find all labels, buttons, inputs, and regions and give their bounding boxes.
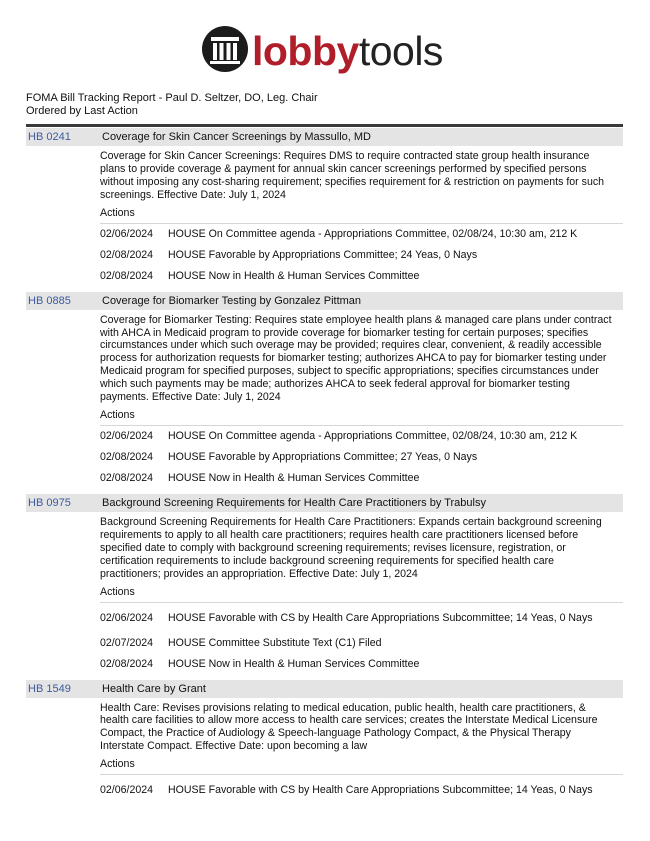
action-date: 02/06/2024 xyxy=(100,228,154,241)
report-header xyxy=(26,92,318,118)
bill-header xyxy=(26,680,623,698)
action-date: 02/08/2024 xyxy=(100,270,154,283)
bill-item xyxy=(26,128,623,292)
action-text: HOUSE On Committee agenda - Appropriations Committee, 02/08/24, 10:30 am, 212 K xyxy=(168,430,578,443)
action-row xyxy=(100,426,623,447)
bill-title: Coverage for Biomarker Testing by Gonzalez Pittman xyxy=(102,294,362,307)
action-date: 02/06/2024 xyxy=(100,611,154,624)
action-row xyxy=(100,603,623,633)
action-text: HOUSE Favorable with CS by Health Care Appropriations Subcommittee; 14 Yeas, 0 Nays xyxy=(168,784,593,797)
action-text: HOUSE Now in Health & Human Services Committee xyxy=(168,472,420,485)
bill-header xyxy=(26,494,623,512)
action-date: 02/08/2024 xyxy=(100,658,154,670)
bill-title: Health Care by Grant xyxy=(102,682,206,695)
bill-item xyxy=(26,494,623,680)
action-date: 02/06/2024 xyxy=(100,784,154,797)
actions-heading: Actions xyxy=(100,586,623,603)
actions-heading: Actions xyxy=(100,758,623,775)
logo-wordmark-lobby: lobby xyxy=(252,28,359,74)
action-date: 02/08/2024 xyxy=(100,249,154,262)
bill-body xyxy=(26,698,623,811)
bill-summary: Background Screening Requirements for Health Care Practitioners: Expands certain background screening requirements to apply to all health care practitioners; requires health care practitioners licensed before specified date to comply with background screening requirements; revises licensure, registration, or certification requirements to include background screening requirements for specified health care practitioners; provides an appropriation. Effective Date: July 1, 2024 xyxy=(100,515,602,580)
action-row xyxy=(100,447,623,468)
action-date: 02/06/2024 xyxy=(100,430,154,443)
action-text: HOUSE On Committee agenda - Appropriations Committee, 02/08/24, 10:30 am, 212 K xyxy=(168,228,578,241)
action-text: HOUSE Now in Health & Human Services Committee xyxy=(168,658,420,670)
action-row xyxy=(100,654,623,675)
action-text: HOUSE Favorable by Appropriations Committee; 24 Yeas, 0 Nays xyxy=(168,249,478,262)
bill-body xyxy=(26,146,623,292)
bill-header xyxy=(26,292,623,310)
bill-body xyxy=(26,310,623,494)
bill-id-link[interactable]: HB 0975 xyxy=(28,496,71,509)
bill-item xyxy=(26,292,623,494)
report-subtitle: Ordered by Last Action xyxy=(26,105,138,117)
bill-id-link[interactable]: HB 0885 xyxy=(28,294,71,307)
action-row xyxy=(100,245,623,266)
bill-summary: Coverage for Biomarker Testing: Requires state employee health plans & managed care plans under contract with AHCA in Medicaid program to provide coverage for biomarker testing for certain purposes; specifies circumstances under which such overage may be provided; requires clear, convenient, & readily accessible process for authorization requests for biomarker testing; authorizes AHCA to pay for biomarker testing under Medicaid program for specified purposes, subject to specific appropriations; specifies circumstances under which such payments may be made; authorizes AHCA to seek federal approval for biomarker testing payments. Effective Date: July 1, 2024 xyxy=(100,313,612,404)
capitol-columns-icon xyxy=(200,24,250,74)
action-text: HOUSE Favorable with CS by Health Care Appropriations Subcommittee; 14 Yeas, 0 Nays xyxy=(168,611,593,624)
lobbytools-logo xyxy=(200,24,460,86)
header-divider xyxy=(26,124,623,127)
bill-item xyxy=(26,680,623,811)
action-text: HOUSE Now in Health & Human Services Committee xyxy=(168,270,420,283)
action-date: 02/08/2024 xyxy=(100,451,154,464)
bill-title: Background Screening Requirements for Health Care Practitioners by Trabulsy xyxy=(102,496,486,509)
actions-heading: Actions xyxy=(100,409,623,426)
bill-id-link[interactable]: HB 1549 xyxy=(28,682,71,695)
bill-body xyxy=(26,512,623,680)
bill-title: Coverage for Skin Cancer Screenings by Massullo, MD xyxy=(102,131,372,143)
action-text: HOUSE Favorable by Appropriations Committee; 27 Yeas, 0 Nays xyxy=(168,451,478,464)
logo-wordmark-tools: tools xyxy=(358,28,443,74)
bill-summary: Coverage for Skin Cancer Screenings: Requires DMS to require contracted state group health insurance plans to provide coverage & payment for annual skin cancer screenings performed by specified persons without imposing any cost-sharing requirement; specifies requirement for & restriction on payments for such screenings. Effective Date: July 1, 2024 xyxy=(100,150,605,201)
report-title: FOMA Bill Tracking Report - Paul D. Seltzer, DO, Leg. Chair xyxy=(26,92,318,104)
bill-header xyxy=(26,128,623,146)
bill-id-link[interactable]: HB 0241 xyxy=(28,131,71,143)
action-row xyxy=(100,633,623,654)
action-date: 02/08/2024 xyxy=(100,472,154,485)
action-row xyxy=(100,266,623,287)
actions-heading: Actions xyxy=(100,207,623,224)
action-text: HOUSE Committee Substitute Text (C1) Filed xyxy=(168,637,382,649)
action-row xyxy=(100,468,623,489)
action-row xyxy=(100,775,623,805)
action-date: 02/07/2024 xyxy=(100,637,154,649)
logo-wordmark xyxy=(252,26,443,76)
bill-list xyxy=(26,128,623,810)
bill-summary: Health Care: Revises provisions relating to medical education, public health, health care practitioners, & health care facilities to allow more access to health care services; creates the Interstate Medical Licensure Compact, the Practice of Audiology & Speech-language Pathology Compact, & the Physical Therapy Interstate Compact. Effective Date: upon becoming a law xyxy=(100,701,598,753)
action-row xyxy=(100,224,623,245)
